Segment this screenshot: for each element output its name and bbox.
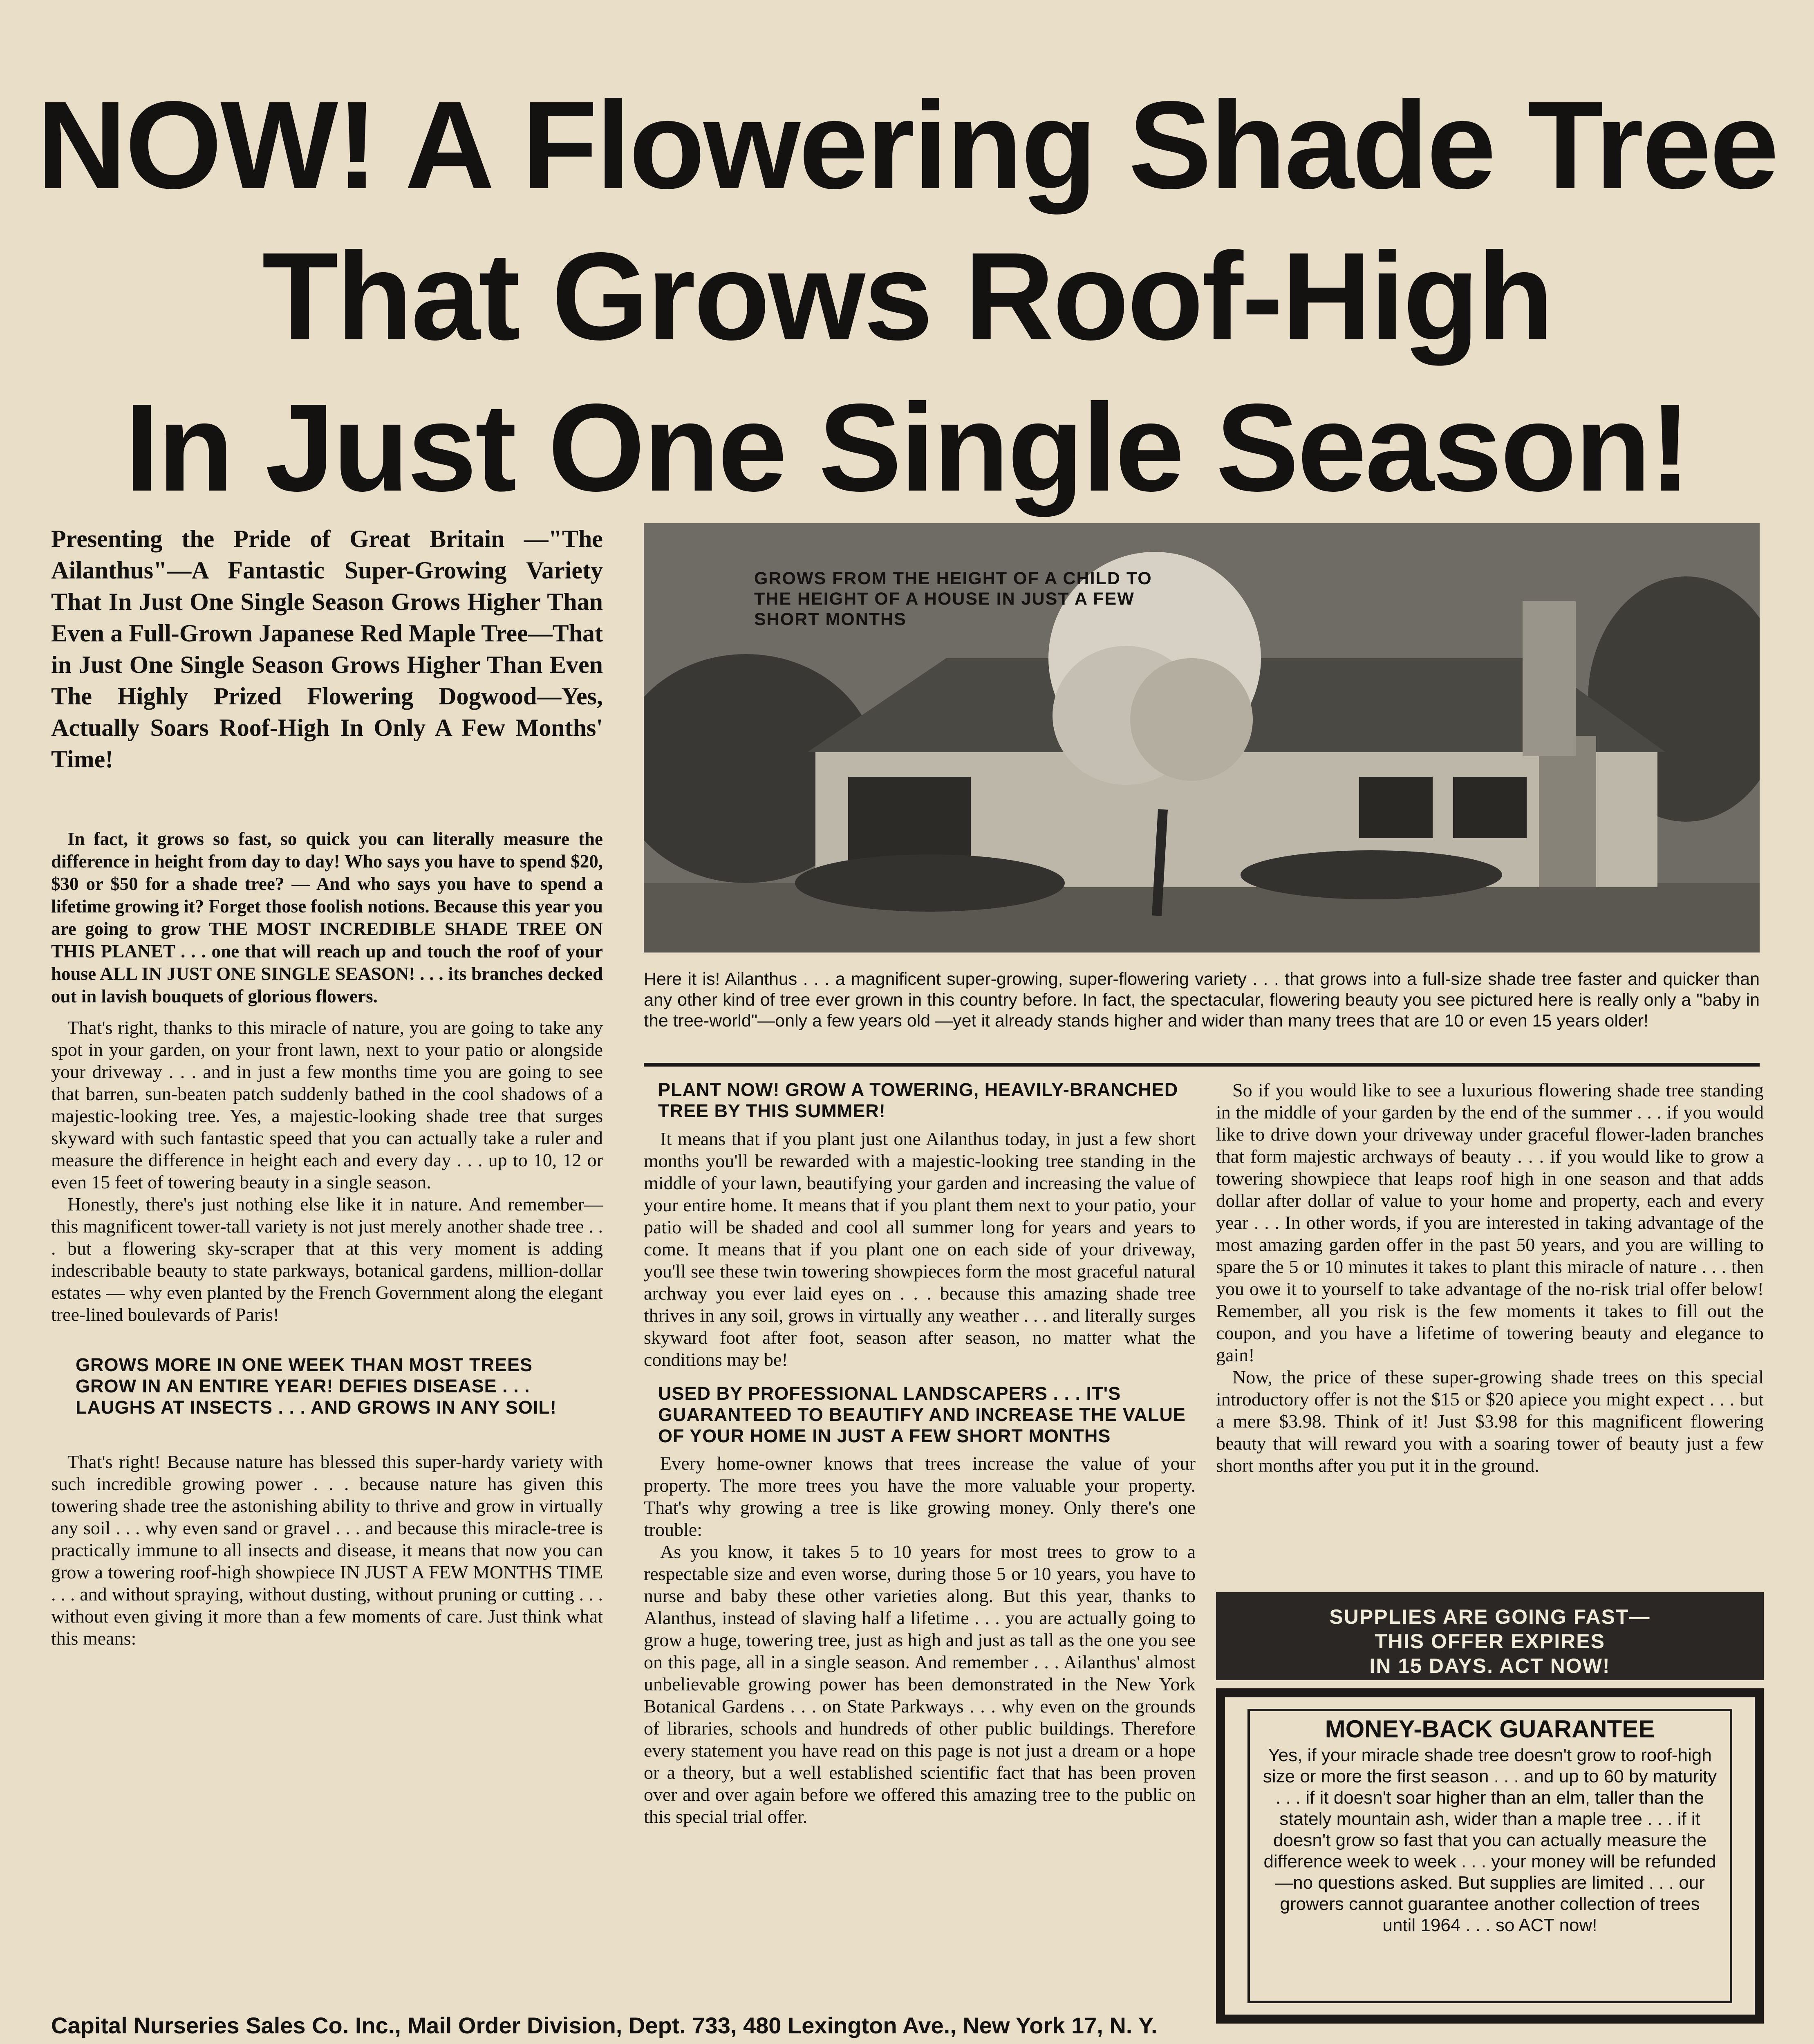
left-column — [51, 828, 603, 1650]
right-column — [1216, 1079, 1764, 1477]
left-para-1: In fact, it grows so fast, so quick you can literally measure the difference in height from day to day! Who says you have to spend $20, $30 or $50 for a shade tree? — And who says you have to spend a lifetime growing it? Forget those foolish notions. Because this year you are going to grow THE MOST INCREDIBLE SHADE TREE ON THIS PLANET . . . one that will reach up and touch the roof of your house ALL IN JUST ONE SINGLE SEASON! . . . its branches decked out in lavish bouquets of glorious flowers. — [51, 829, 603, 1006]
money-back-guarantee-box — [1216, 1688, 1764, 2024]
middle-para-1: It means that if you plant just one Ailanthus today, in just a few short months you'll be rewarded with a majestic-looking tree standing in the middle of your lawn, beautifying your garden and increasing the value of your entire home. It means that if you plant them next to your patio, your patio will be shaded and cool all summer long for years and years to come. It means that if you plant one on each side of your driveway, you'll see these twin towering showpieces form the most graceful natural archway you ever laid eyes on . . . because this amazing shade tree thrives in any soil, grows in virtually any weather . . . and literally surges skyward foot after foot, season after season, no matter what the conditions may be! — [644, 1128, 1196, 1370]
divider-rule — [644, 1063, 1760, 1067]
headline-line-3: In Just One Single Season! — [125, 378, 1689, 517]
left-subhead: GROWS MORE IN ONE WEEK THAN MOST TREES GROW IN AN ENTIRE YEAR! DEFIES DISEASE . . . LAUGHS AT INSECTS . . . AND GROWS IN ANY SOIL! — [76, 1354, 557, 1418]
middle-subhead-1: PLANT NOW! GROW A TOWERING, HEAVILY-BRANCHED TREE BY THIS SUMMER! — [658, 1079, 1178, 1121]
headline — [25, 69, 1789, 523]
house-photo — [644, 523, 1760, 953]
left-para-3: Honestly, there's just nothing else like it in nature. And remember—this magnificent tower-tall variety is not just merely another shade tree . . . but a flowering sky-scraper that at this very moment is adding indescribable beauty to state parkways, botanical gardens, million-dollar estates — why even planted by the French Government along the elegant tree-lined boulevards of Paris! — [51, 1194, 603, 1325]
banner-line-3: IN 15 DAYS. ACT NOW! — [1369, 1654, 1610, 1677]
middle-para-3: As you know, it takes 5 to 10 years for most trees to grow to a respectable size and even worse, during those 5 or 10 years, you have to nurse and baby these other varieties along. But this year, thanks to Alanthus, instead of slaving half a lifetime . . . you are actually going to grow a huge, towering tree, just as high and just as tall as the one you see on this page, all in a single season. And remember . . . Ailanthus' almost unbelievable growing power has been demonstrated in the New York Botanical Gardens . . . on State Parkways . . . why even on the grounds of libraries, schools and hundreds of other public buildings. Therefore every statement you have read on this page is not just a dream or a hope or a theory, but a well established scientific fact that has been proven over and over again before we offered this amazing tree to the public on this special trial offer. — [644, 1541, 1196, 1827]
headline-line-2: That Grows Roof-High — [262, 226, 1552, 366]
guarantee-title: MONEY-BACK GUARANTEE — [1325, 1715, 1655, 1743]
urgency-banner — [1216, 1592, 1764, 1680]
middle-column — [644, 1079, 1196, 1828]
photo-overlay-text: GROWS FROM THE HEIGHT OF A CHILD TO THE HEIGHT OF A HOUSE IN JUST A FEW SHORT MONTHS — [754, 569, 1152, 629]
intro-paragraph: Presenting the Pride of Great Britain —"The Ailanthus"—A Fantastic Super-Growing Variety That In Just One Single Season Grows Higher Than Even a Full-Grown Japanese Red Maple Tree—That in Just One Single Season Grows Higher Than Even The Highly Prized Flowering Dogwood—Yes, Actually Soars Roof-High In Only A Few Months' Time! — [51, 525, 603, 773]
right-para-2: Now, the price of these super-growing shade trees on this special introductory offer is not the $15 or $20 apiece you might expect . . . but a mere $3.98. Think of it! Just $3.98 for this magnificent flowering beauty that will reward you with a soaring tower of beauty just a few short months after you put it in the ground. — [1216, 1367, 1764, 1476]
footer-address: Capital Nurseries Sales Co. Inc., Mail Order Division, Dept. 733, 480 Lexington Ave., New York 17, N. Y. — [51, 2013, 1158, 2038]
guarantee-text: Yes, if your miracle shade tree doesn't grow to roof-high size or more the first season . . . and up to 60 by maturity . . . if it doesn't soar higher than an elm, taller than the stately mountain ash, wider than a maple tree . . . if it doesn't grow so fast that you can actually measure the difference week to week . . . your money will be refunded—no questions asked. But supplies are limited . . . our growers cannot guarantee another collection of trees until 1964 . . . so ACT now! — [1263, 1745, 1717, 1935]
banner-line-2: THIS OFFER EXPIRES — [1375, 1630, 1605, 1653]
left-para-4: That's right! Because nature has blessed this super-hardy variety with such incredible growing power . . . because nature has given this towering shade tree the astonishing ability to thrive and grow in virtually any soil . . . why even sand or gravel . . . and because this miracle-tree is practically immune to all insects and disease, it means that now you can grow a towering roof-high showpiece IN JUST A FEW MONTHS TIME . . . and without spraying, without dusting, without pruning or cutting . . . without even giving it more than a few moments of care. Just think what this means: — [51, 1451, 603, 1649]
middle-para-2: Every home-owner knows that trees increase the value of your property. The more trees you have the more valuable your property. That's why growing a tree is like growing money. Only there's one trouble: — [644, 1453, 1196, 1540]
photo-caption: Here it is! Ailanthus . . . a magnificent super-growing, super-flowering variety . . . that grows into a full-size shade tree faster and quicker than any other kind of tree ever grown in this country before. In fact, the spectacular, flowering beauty you see pictured here is really only a "baby in the tree-world"—only a few years old —yet it already stands higher and wider than many trees that are 10 or even 15 years older! — [644, 969, 1760, 1031]
banner-line-1: SUPPLIES ARE GOING FAST— — [1329, 1605, 1651, 1628]
middle-subhead-2: USED BY PROFESSIONAL LANDSCAPERS . . . IT'S GUARANTEED TO BEAUTIFY AND INCREASE THE VALUE OF YOUR HOME IN JUST A FEW SHORT MONTHS — [658, 1383, 1186, 1446]
left-para-2: That's right, thanks to this miracle of nature, you are going to take any spot in your garden, on your front lawn, next to your patio or alongside your driveway . . . and in just a few months time you are going to see that barren, sun-beaten patch suddenly bathed in the cool shadows of a majestic-looking tree. Yes, a majestic-looking shade tree that surges skyward with such fantastic speed that you can actually take a ruler and measure the difference in height each and every day . . . up to 10, 12 or even 15 feet of towering beauty in a single season. — [51, 1017, 603, 1192]
right-para-1: So if you would like to see a luxurious flowering shade tree standing in the middle of your garden by the end of the summer . . . if you would like to drive down your driveway under graceful flower-laden branches that form majestic archways of beauty . . . if you would like to grow a towering showpiece that leaps roof high in one season and that adds dollar after dollar of value to your home and property, each and every year . . . In other words, if you are interested in taking advantage of the most amazing garden offer in the past 50 years, and you are willing to spare the 5 or 10 minutes it takes to plant this miracle of nature . . . then you owe it to yourself to take advantage of the no-risk trial offer below! Remember, all you risk is the few moments it takes to fill out the coupon, and you have a lifetime of towering beauty and elegance to gain! — [1216, 1080, 1764, 1365]
headline-line-1: NOW! A Flowering Shade Tree — [36, 75, 1778, 215]
